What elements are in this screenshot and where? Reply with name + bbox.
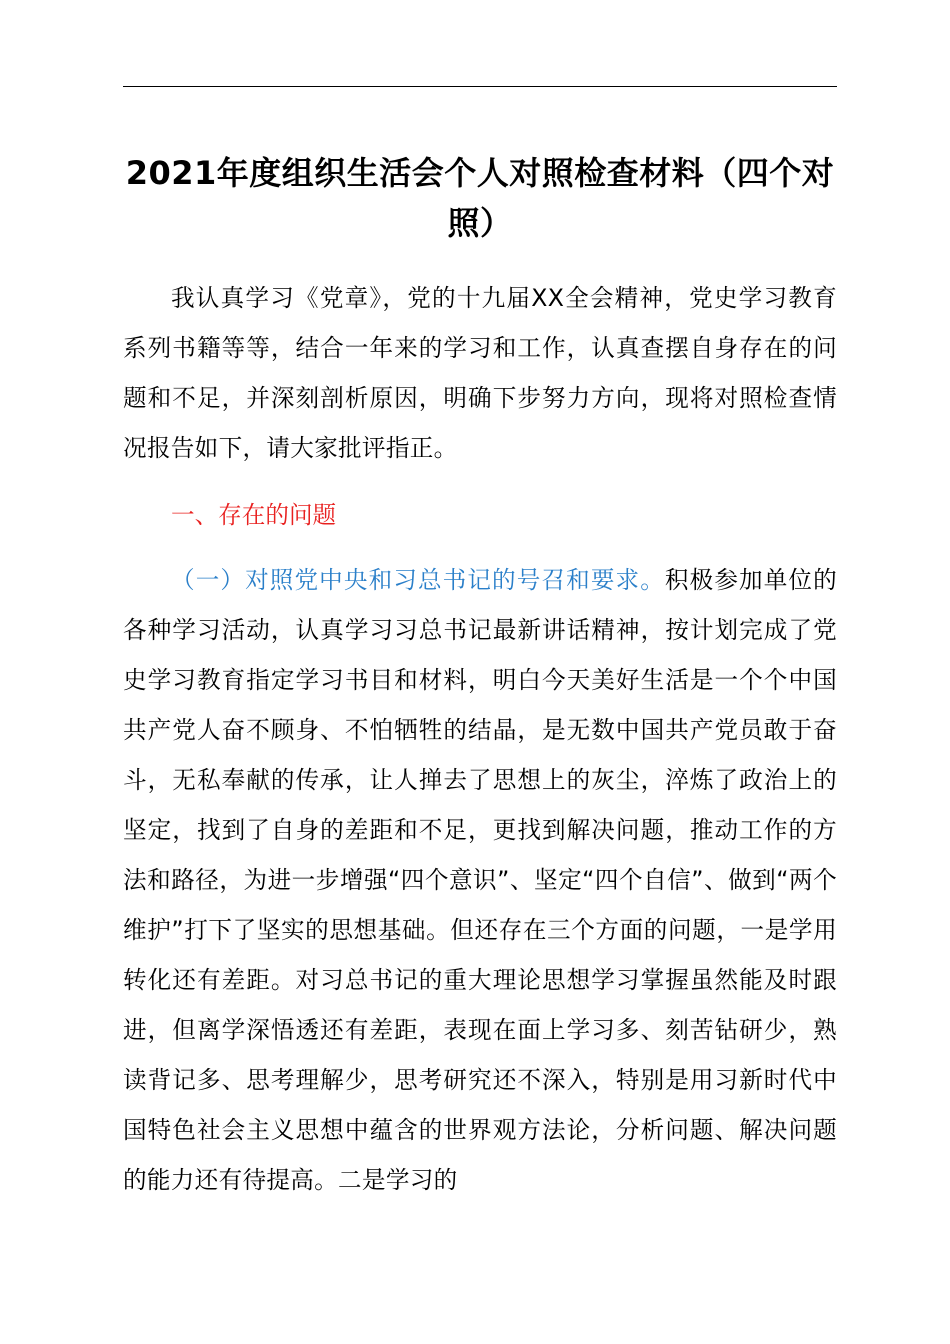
document-title: 2021年度组织生活会个人对照检查材料（四个对照） [125, 154, 835, 242]
paragraph-1-text: 积极参加单位的各种学习活动，认真学习习总书记最新讲话精神，按计划完成了党史学习教育指定学习书目和材料，明白今天美好生活是一个个中国共产党人奋不顾身、不怕牺牲的结晶，是无数中国共产党员敢于奋斗，无私奉献的传承，让人掸去了思想上的灰尘，淬炼了政治上的坚定，找到了自身的差距和不足，更找到解决问题，推动工作的方法和路径，为进一步增强“四个意识”、坚定“四个自信”、做到“两个维护”打下了坚实的思想基础。但还存在三个方面的问题，一是学用转化还有差距。对习总书记的重大理论思想学习掌握虽然能及时跟进，但离学深悟透还有差距，表现在面上学习多、刻苦钻研少，熟读背记多、思考理解少，思考研究还不深入，特别是用习新时代中国特色社会主义思想中蕴含的世界观方法论，分析问题、解决问题的能力还有待提高。二是学习的 [123, 566, 837, 1194]
intro-paragraph: 我认真学习《党章》，党的十九届XX全会精神，党史学习教育系列书籍等等，结合一年来的学习和工作，认真查摆自身存在的问题和不足，并深刻剖析原因，明确下步努力方向，现将对照检查情况报告如下，请大家批评指正。 [123, 284, 837, 462]
paragraph-1 [123, 555, 837, 1205]
paragraph-1-lead: （一）对照党中央和习总书记的号召和要求。 [171, 566, 665, 594]
section-heading: 一、存在的问题 [171, 501, 337, 529]
header-rule [123, 86, 837, 87]
